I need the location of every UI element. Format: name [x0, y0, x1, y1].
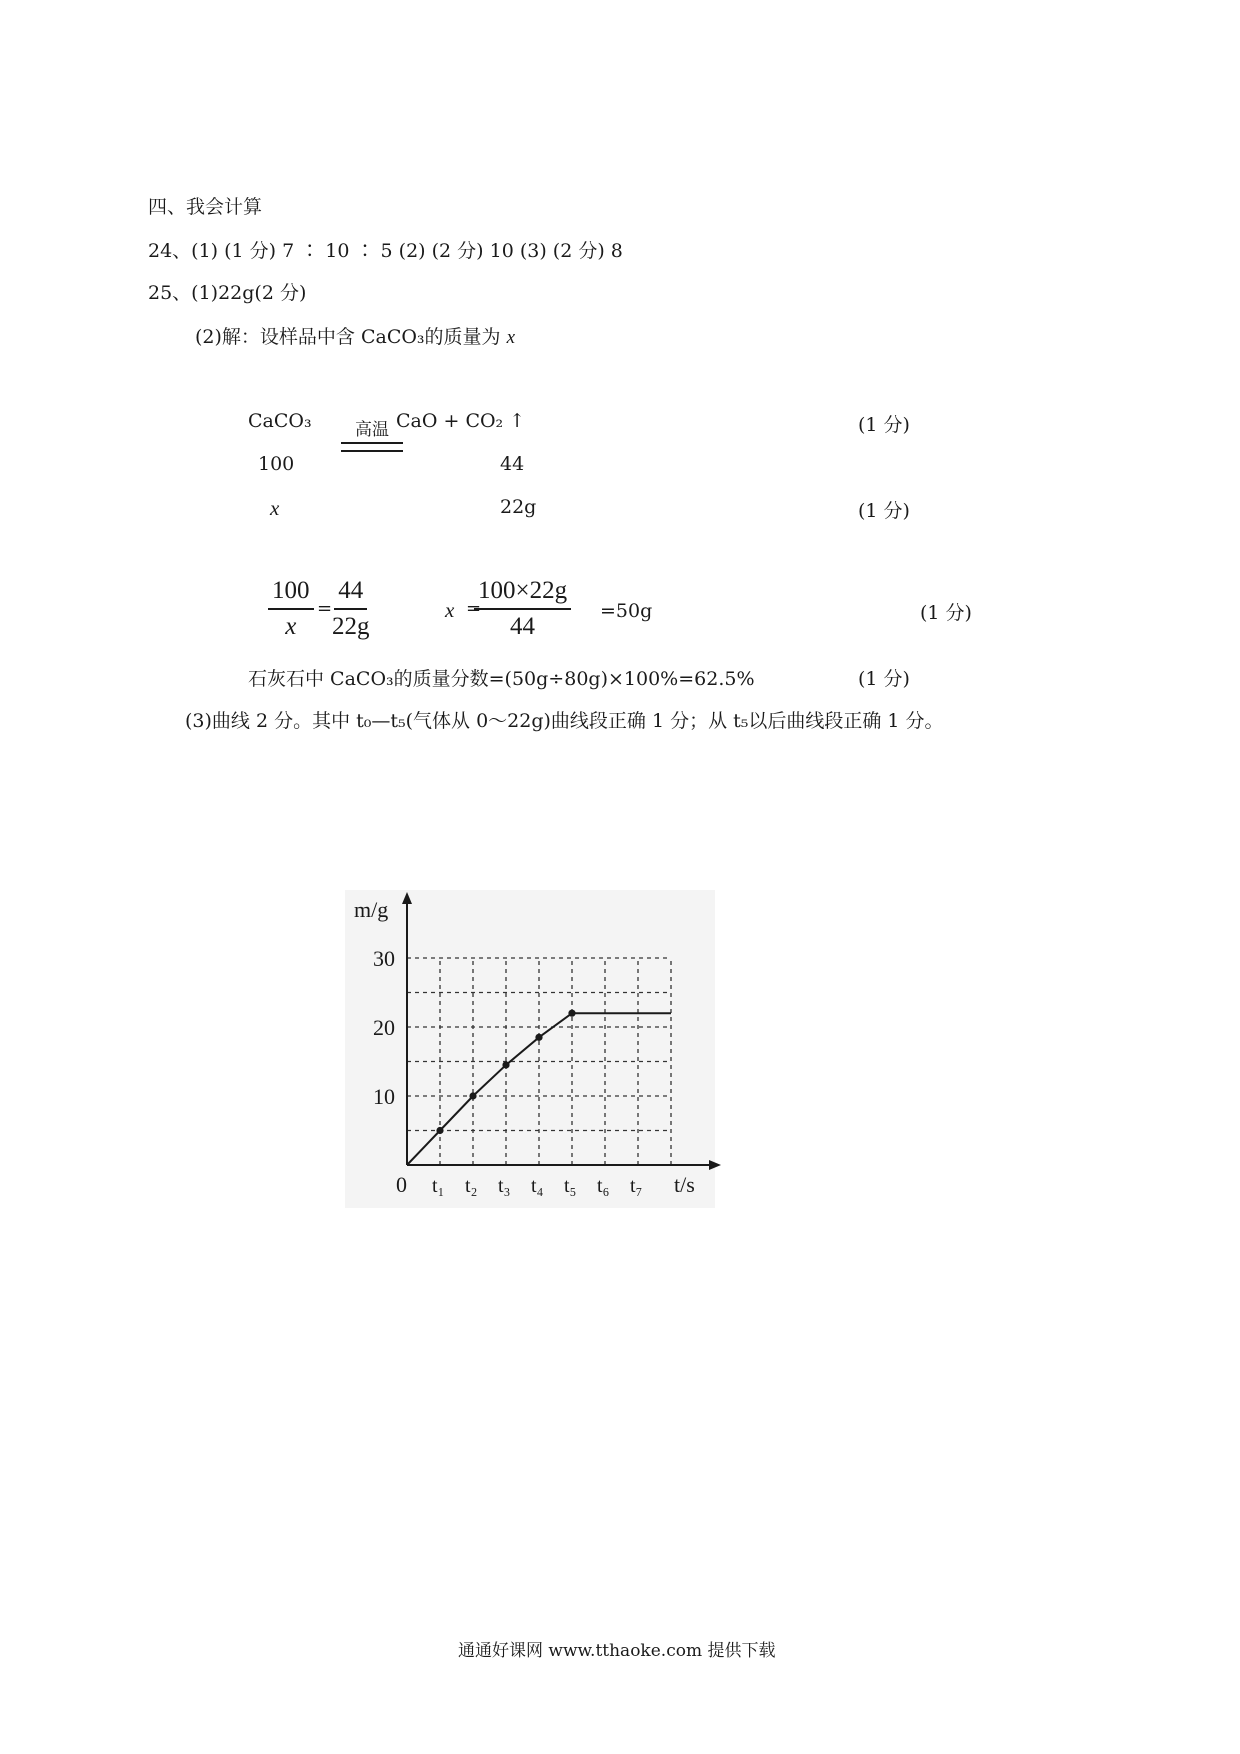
data-point: [502, 1061, 509, 1068]
question-25-part1: 25、(1)22g(2 分): [148, 282, 307, 304]
fraction-denominator: 44: [510, 613, 536, 640]
x-tick-label: t₁: [432, 1175, 445, 1197]
x-tick-label: t₄: [531, 1175, 544, 1197]
x-tick-label: t₂: [465, 1175, 478, 1197]
chart-background: [345, 890, 715, 1208]
proportion-result: =50g: [600, 600, 653, 622]
fraction-denominator: x: [285, 613, 297, 640]
origin-label: 0: [396, 1172, 407, 1197]
fraction-numerator: 100: [268, 576, 314, 610]
equals-sign: =: [466, 598, 482, 619]
data-point: [436, 1127, 443, 1134]
section-title: 四、我会计算: [148, 196, 263, 218]
equation-reactant: CaCO₃: [248, 410, 312, 432]
x-tick-label: t₆: [597, 1175, 610, 1197]
data-point: [535, 1034, 542, 1041]
equation-row2-left: 100: [258, 453, 295, 475]
equals-sign: =: [317, 598, 333, 619]
equation-row3-right: 22g: [500, 496, 537, 518]
fraction-numerator: 100×22g: [474, 576, 571, 610]
intro-variable: x: [506, 327, 516, 348]
y-tick-label: 20: [373, 1015, 395, 1040]
x-tick-label: t₃: [498, 1175, 511, 1197]
y-tick-label: 10: [373, 1084, 395, 1109]
y-tick-label: 30: [373, 946, 395, 971]
mass-fraction-mark: (1 分): [858, 668, 910, 690]
equation-mark: (1 分): [858, 414, 910, 436]
equation-row2-right: 44: [500, 453, 525, 475]
x-axis-label: t/s: [674, 1172, 695, 1197]
question-25-part3: (3)曲线 2 分。其中 t₀—t₅(气体从 0～22g)曲线段正确 1 分；从 t₅以后曲线段正确 1 分。: [185, 710, 944, 732]
fraction-denominator: 22g: [332, 613, 370, 640]
mass-fraction-line: 石灰石中 CaCO₃的质量分数=(50g÷80g)×100%=62.5%: [248, 668, 755, 690]
proportion-mark: (1 分): [920, 602, 972, 624]
x-variable: x: [445, 598, 455, 622]
intro-text: (2)解：设样品中含 CaCO₃的质量为: [195, 326, 507, 348]
data-point: [568, 1010, 575, 1017]
fraction-numerator: 44: [334, 576, 367, 610]
x-tick-label: t₇: [630, 1175, 643, 1197]
page-footer: 通通好课网 www.tthaoke.com 提供下载: [458, 1641, 776, 1661]
y-tick-labels: [373, 946, 395, 1109]
equation-row3-left: x: [270, 496, 280, 520]
equation-products: CaO + CO₂ ↑: [396, 410, 526, 432]
y-axis-label: m/g: [354, 897, 389, 922]
data-point: [469, 1092, 476, 1099]
condition-text: 高温: [355, 420, 389, 440]
x-tick-label: t₅: [564, 1175, 577, 1197]
equation-row3-mark: (1 分): [858, 500, 910, 522]
question-24-answer: 24、(1) (1 分) 7 ∶ 10 ∶ 5 (2) (2 分) 10 (3) (2 分) 8: [148, 240, 623, 262]
